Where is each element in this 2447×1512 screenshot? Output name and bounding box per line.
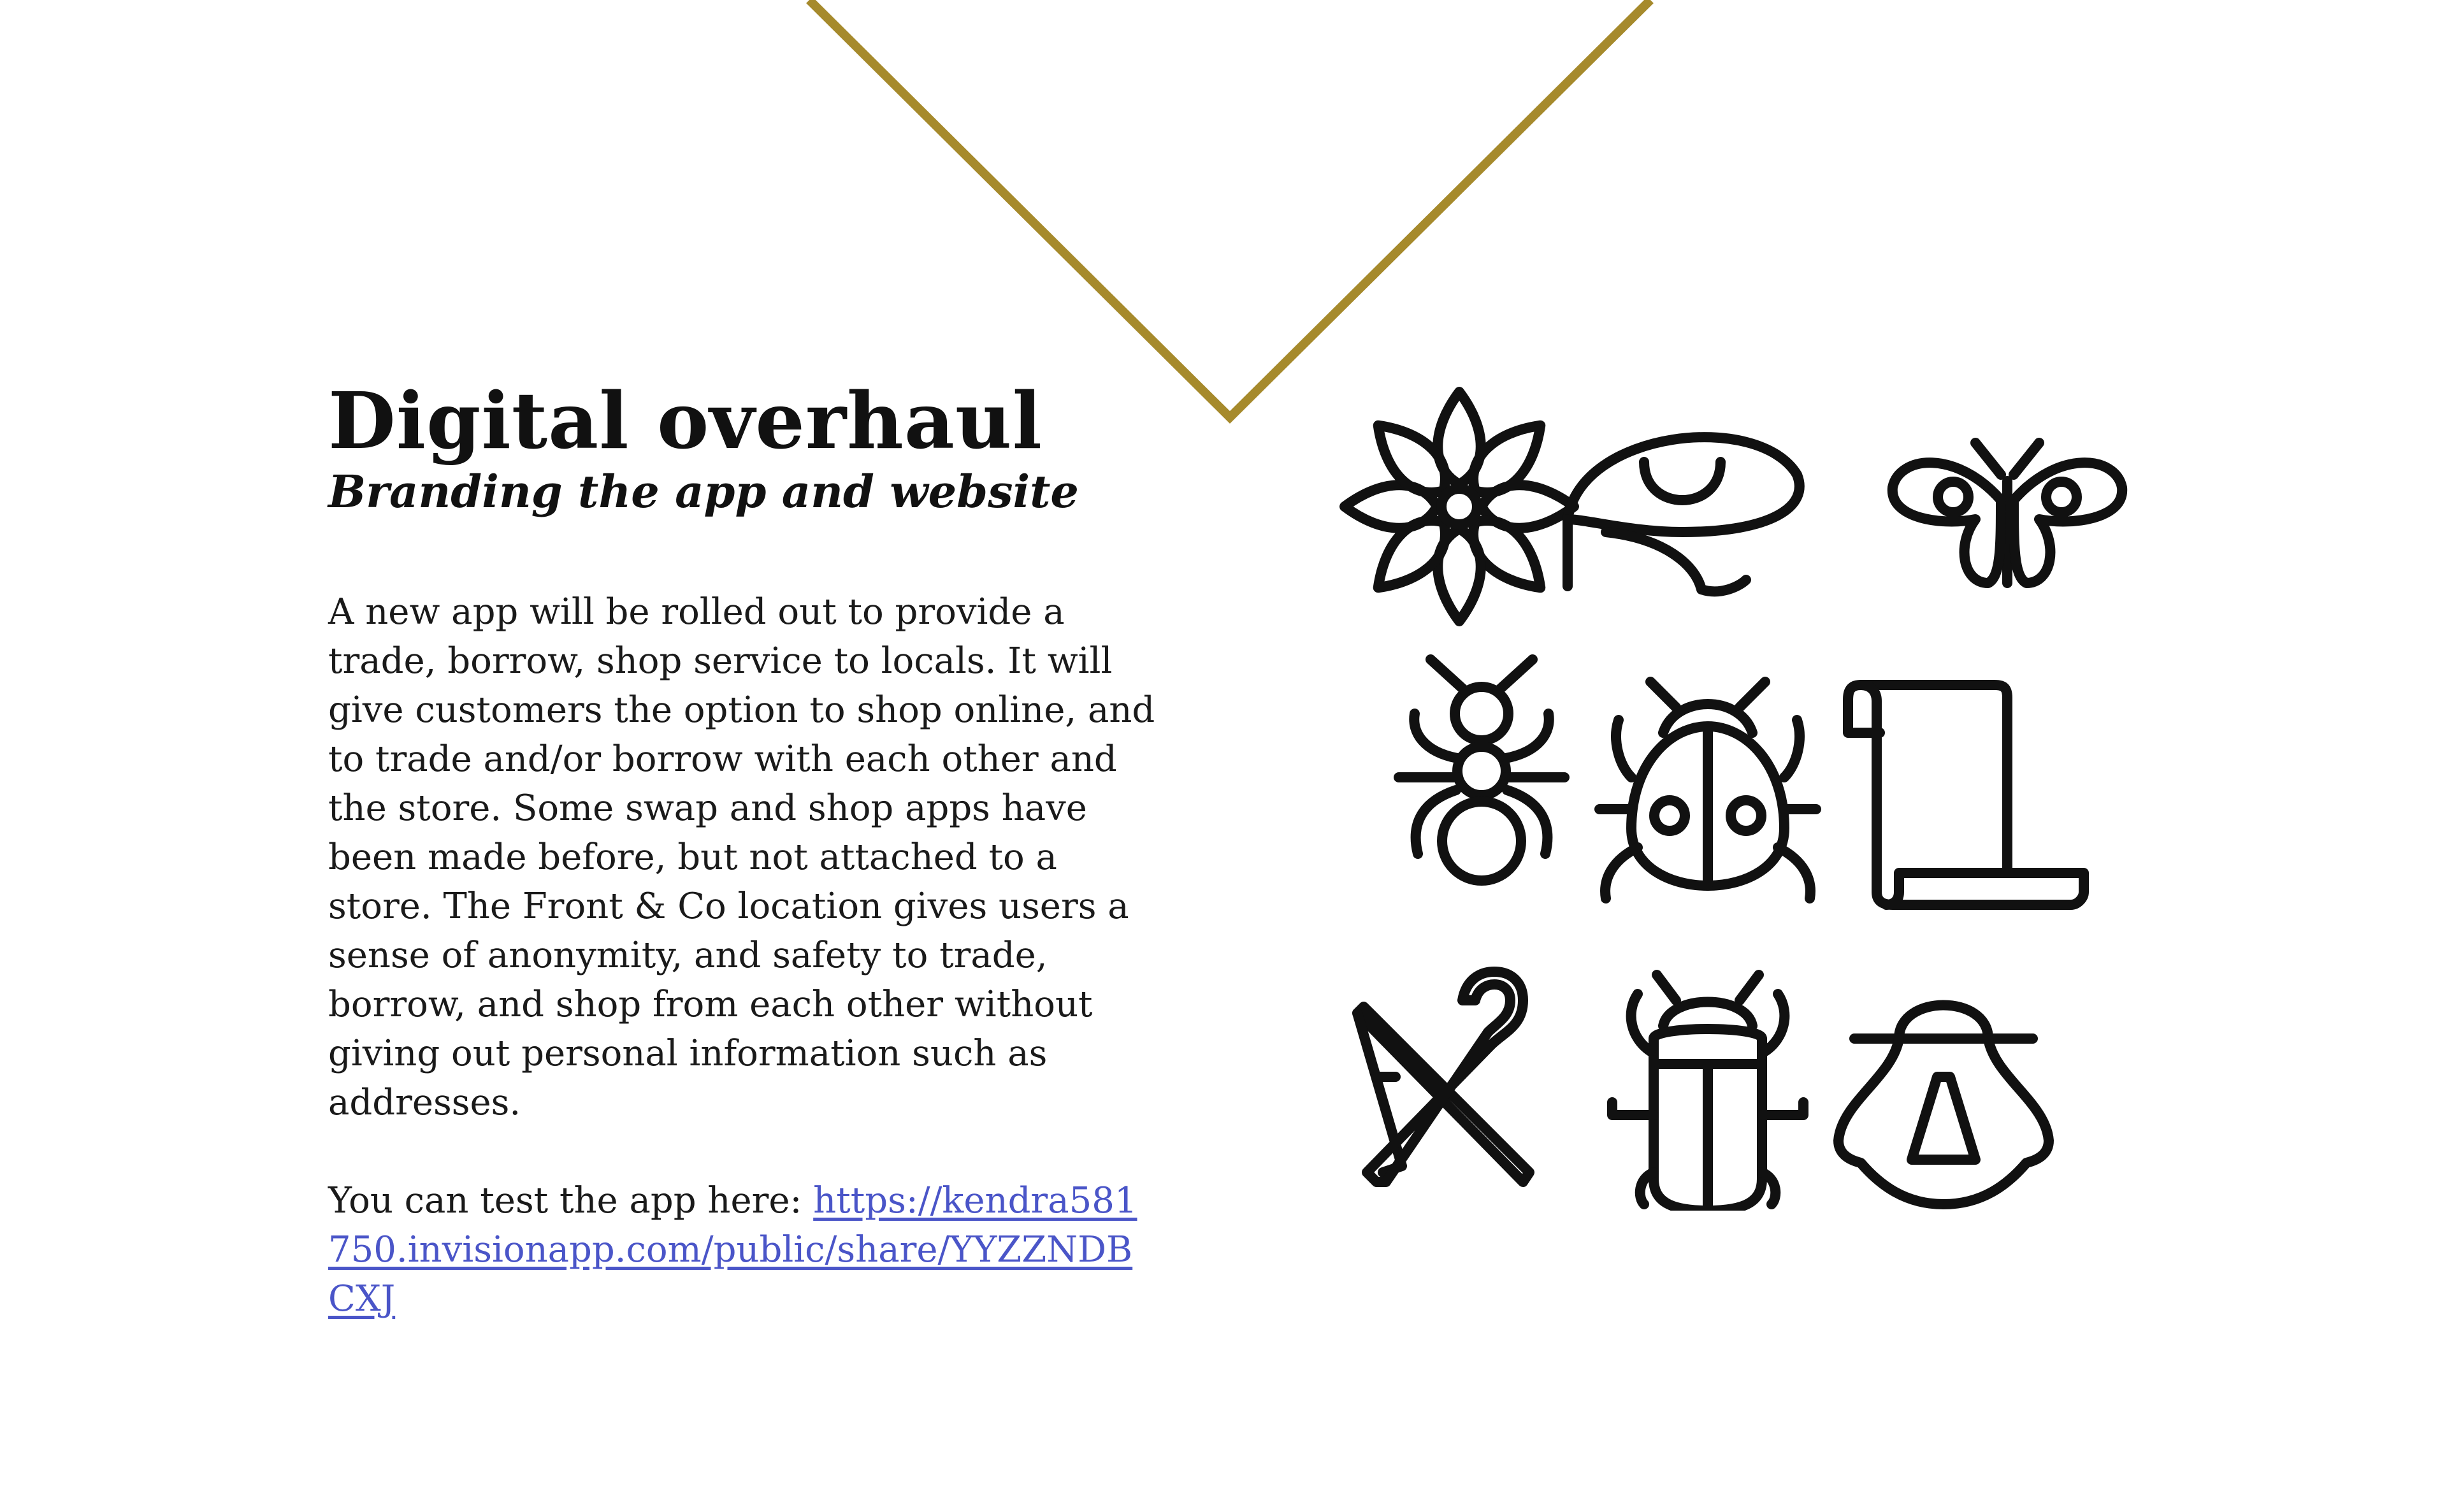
scarab-beetle-icon <box>1612 975 1803 1211</box>
page-title: Digital overhaul <box>328 375 1043 466</box>
crook-and-flail-icon <box>1357 972 1529 1182</box>
papyrus-scroll-icon <box>1848 685 2084 905</box>
ant-icon <box>1399 659 1564 881</box>
pharaoh-headdress-icon <box>1838 1005 2049 1205</box>
lotus-flower-icon <box>1345 392 1574 621</box>
description-paragraph: A new app will be rolled out to provide a trade, borrow, shop service to locals. It will give customers the option to shop online, and to trade and/or borrow with each other and the store. Some swap and shop apps have been made before, but not attached to a store. The Front & Co location gives users a sense of anonymity, and safety to trade, borrow, and shop from each other without giving out personal information such as addresses. <box>328 591 1155 1123</box>
eye-of-horus-icon <box>1568 437 1800 591</box>
app-link-prefix: You can test the app here: <box>328 1180 814 1221</box>
butterfly-icon <box>1893 443 2122 583</box>
icon-grid <box>1332 382 2141 1211</box>
text-block <box>328 376 1157 1359</box>
page-subtitle: Branding the app and website <box>328 465 1079 518</box>
app-link[interactable]: https://kendra581750.invisionapp.com/public/share/YYZZNDBCXJ <box>328 1180 1137 1320</box>
app-link-paragraph <box>328 1176 1157 1323</box>
ladybug-icon <box>1599 682 1816 898</box>
